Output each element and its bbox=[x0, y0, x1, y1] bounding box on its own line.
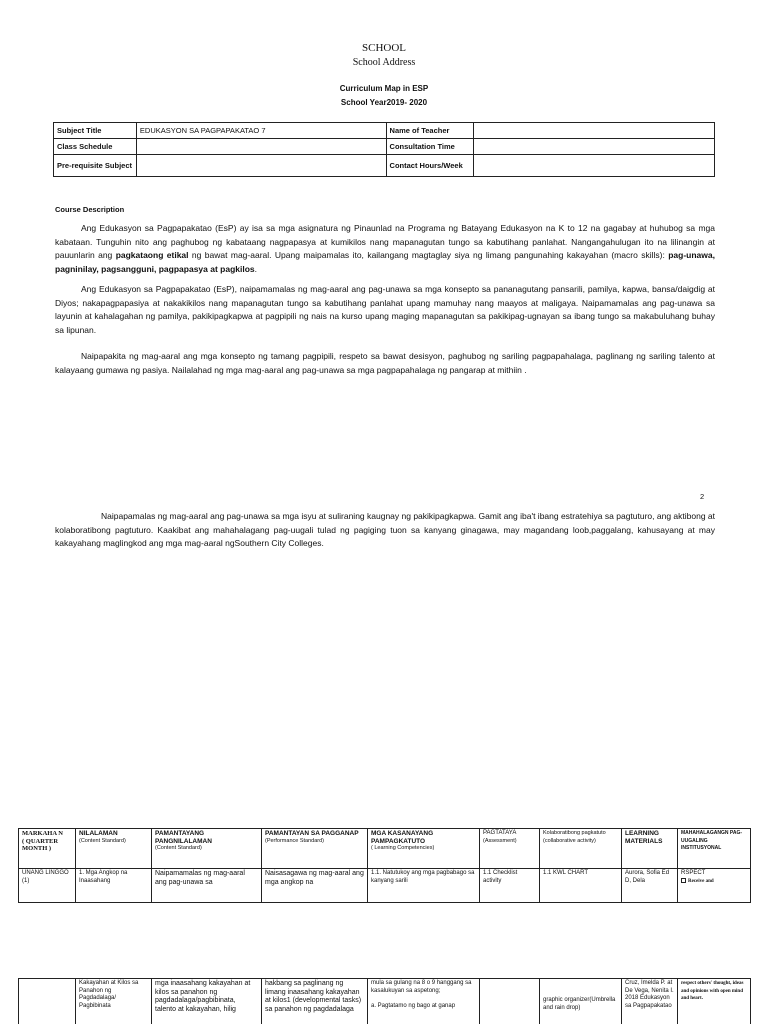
consultation-time-label: Consultation Time bbox=[386, 139, 474, 155]
header-title: MGA KASANAYANG PAMPAGKATUTO bbox=[371, 830, 434, 845]
paragraph-bold-text: pag-unawa, pagninilay, pagsangguni, pagpapasya at pagkilos bbox=[55, 250, 715, 274]
course-description-paragraph-3 bbox=[55, 350, 715, 377]
school-address: School Address bbox=[352, 57, 416, 68]
header-title: PAGTATAYA bbox=[483, 830, 517, 836]
header-performance-standard bbox=[262, 829, 368, 869]
course-description-label: Course Description bbox=[55, 205, 125, 214]
table-cell: Cruz, Imelda P. at De Vega, Nenita I. 2018 Edukasyon sa Pagpapakatao bbox=[622, 979, 678, 1024]
header-subtitle: (Assessment) bbox=[483, 837, 517, 844]
table-cell: Aurora, Sofia Ed D, Dela bbox=[622, 869, 678, 903]
header-institutional-values bbox=[678, 829, 751, 869]
table-cell: 1.1 KWL CHART bbox=[540, 869, 622, 903]
paragraph-text: Ang Edukasyon sa Pagpapakatao (EsP) ay isa sa mga asignatura ng Pinaunlad na Programa ng Batayang Edukasyon na K to 12 na gagabay at huhubog sa mga kabataan. Tunguhin nito ang paghubog ng kabataang nagpapasya at kumikilos nang mapanagutan tungo sa kabutihang panlahat. Nangangahulugan ito na lilinangin at pauunlarin ang bbox=[55, 223, 715, 260]
header-title: PAMANTAYANG PANGNILALAMAN bbox=[155, 830, 212, 845]
table-cell: Kakayahan at Kilos sa Panahon ng Pagdadalaga/ Pagbibinata bbox=[76, 979, 152, 1024]
header-learning-competencies bbox=[368, 829, 480, 869]
header-subtitle: (collaborative activity) bbox=[543, 837, 596, 844]
table-cell: Naipamamalas ng mag-aaral ang pag-unawa sa bbox=[152, 869, 262, 903]
header-subtitle: ( Learning Competencies) bbox=[371, 845, 435, 851]
header-content-standard bbox=[152, 829, 262, 869]
paragraph-bold-text: pagkataong etikal bbox=[115, 250, 189, 260]
table-cell bbox=[678, 869, 751, 903]
curriculum-map-table bbox=[18, 828, 751, 903]
school-name: SCHOOL bbox=[361, 42, 406, 54]
table-row bbox=[54, 139, 715, 155]
paragraph-text: Naipapakita ng mag-aaral ang mga konsepto ng tamang pagpipili, respeto sa bawat desisyon, paghubog ng sariling pagpapahalaga, paglinang ng sariling talento at kalayaang gumawa ng pasiya. Nailalahad ng mga mag-aaral ang pag-unawa sa mga pagpapahalaga ng pangarap at mithiin . bbox=[55, 351, 715, 375]
school-year: School Year2019- 2020 bbox=[340, 98, 428, 107]
table-row bbox=[54, 123, 715, 139]
header-title: Kolaboratibong pagkatuto bbox=[543, 830, 606, 836]
table-cell bbox=[19, 979, 76, 1024]
checkbox-icon bbox=[681, 878, 686, 883]
table-cell: respect others' thought, ideas and opinions with open mind and heart. bbox=[678, 979, 751, 1024]
header-subtitle: (Content Standard) bbox=[79, 837, 126, 844]
header-title: NILALAMAN bbox=[79, 830, 118, 837]
document-title: Curriculum Map in ESP bbox=[339, 84, 429, 93]
table-row bbox=[19, 869, 751, 903]
class-schedule-value bbox=[136, 139, 386, 155]
consultation-time-value bbox=[474, 139, 715, 155]
paragraph-text: . bbox=[254, 263, 258, 274]
course-description-paragraph-2 bbox=[55, 283, 715, 337]
prerequisite-value bbox=[136, 155, 386, 177]
header-content bbox=[76, 829, 152, 869]
page-number: 2 bbox=[700, 492, 705, 501]
header-assessment bbox=[480, 829, 540, 869]
contact-hours-value bbox=[474, 155, 715, 177]
subject-title-label: Subject Title bbox=[54, 123, 137, 139]
header-subtitle: ( QUARTER MONTH ) bbox=[22, 837, 59, 852]
subject-info-table bbox=[53, 122, 715, 177]
header-title: MARKAHA N bbox=[22, 830, 63, 837]
table-cell bbox=[480, 979, 540, 1024]
table-cell bbox=[368, 979, 480, 1024]
header-title: PAMANTAYAN SA PAGGANAP bbox=[265, 830, 359, 837]
header-collaborative-activity bbox=[540, 829, 622, 869]
curriculum-map-table-continued bbox=[18, 978, 751, 1024]
paragraph-text: ng bawat mag-aaral. Upang maipamalas ito, kailangang magtaglay siya ng limang pangunahing kakayahan (macro skills): bbox=[188, 250, 669, 260]
table-cell: graphic organizer(Umbrella and rain drop) bbox=[540, 979, 622, 1024]
header-title: MAHAHALAGANGN PAG-UUGALING INSTITUSYONAL bbox=[681, 830, 743, 851]
table-cell: 1.1. Natutukoy ang mga pagbabago sa kanyang sarili bbox=[368, 869, 480, 903]
table-row bbox=[19, 979, 751, 1024]
header-subtitle: (Performance Standard) bbox=[265, 837, 324, 844]
header-title: LEARNING MATERIALS bbox=[625, 830, 663, 845]
teacher-name-value bbox=[474, 123, 715, 139]
table-cell: 1. Mga Angkop na Inaasahang bbox=[76, 869, 152, 903]
header-subtitle: (Content Standard) bbox=[155, 845, 202, 851]
header-learning-materials bbox=[622, 829, 678, 869]
subject-title-value: EDUKASYON SA PAGPAPAKATAO 7 bbox=[136, 123, 386, 139]
table-row bbox=[54, 155, 715, 177]
prerequisite-label: Pre-requisite Subject bbox=[54, 155, 137, 177]
class-schedule-label: Class Schedule bbox=[54, 139, 137, 155]
paragraph-text: Ang Edukasyon sa Pagpapakatao (EsP), naipamamalas ng mag-aaral ang pag-unawa sa mga konsepto sa pananagutang pansarili, pamilya, kapwa, bansa/daigdig at Diyos; nakapagpapasiya at nakakikilos nang mapanagutan tungo sa kabutihang panlahat upang mamuhay nang maayos at maligaya. Naipamamalas ang pag-unawa sa layunin at kahalagahan ng pamilya, pakikipagkapwa at pagpipili ng nais na kurso upang maging mapanagutan sa pakikipag-ugnayan sa ibang tungo sa makabuluhang buhay sa lipunan. bbox=[55, 284, 715, 335]
course-description-paragraph-4 bbox=[55, 510, 715, 551]
table-cell: UNANG LINGGO (1) bbox=[19, 869, 76, 903]
paragraph-text: Naipapamalas ng mag-aaral ang pag-unawa sa mga isyu at suliraning kaugnay ng pakikipagkapwa. Gamit ang iba't ibang estratehiya sa pagtuturo, ang aktibong at kolaboratibong pagtuturo. Kaakibat ang mahahalagang pag-uugali tulad ng pagiging tuon sa kanyang ginagawa, may magandang loob,paggalang, kahusayang at may kakayahang maglingkod ang mga mag-aaral ngSouthern City Colleges. bbox=[55, 511, 716, 548]
table-cell: mga inaasahang kakayahan at kilos sa panahon ng pagdadalaga/pagbibinata, talento at kakayahan, hilig bbox=[152, 979, 262, 1024]
value-name: RSPECT bbox=[681, 870, 706, 876]
cell-text: mula sa gulang na 8 o 9 hanggang sa kasalukuyan sa aspetong; bbox=[371, 980, 472, 994]
table-cell: 1.1 Checklist activity bbox=[480, 869, 540, 903]
header-quarter bbox=[19, 829, 76, 869]
course-description-paragraph-1 bbox=[55, 222, 715, 276]
contact-hours-label: Contact Hours/Week bbox=[386, 155, 474, 177]
teacher-name-label: Name of Teacher bbox=[386, 123, 474, 139]
table-cell: hakbang sa paglinang ng limang inaasahang kakayahan at kilos1 (developmental tasks) sa panahon ng pagdadalaga bbox=[262, 979, 368, 1024]
table-cell: Naisasagawa ng mag-aaral ang mga angkop na bbox=[262, 869, 368, 903]
value-detail: Receive and bbox=[688, 878, 714, 884]
cell-text: a. Pagtatamo ng bago at ganap bbox=[371, 1002, 456, 1009]
table-header-row bbox=[19, 829, 751, 869]
